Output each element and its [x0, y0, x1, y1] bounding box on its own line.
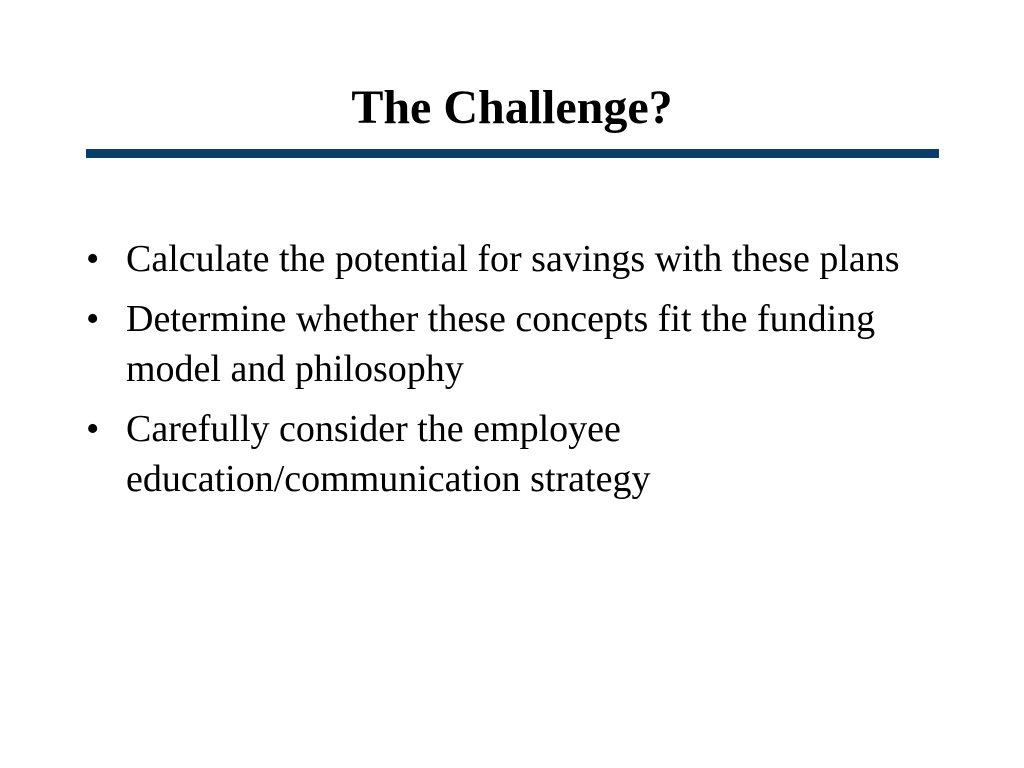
bullet-dot-icon: • — [86, 408, 100, 450]
bullet-text: Calculate the potential for savings with these plans — [126, 238, 900, 280]
bullet-item — [86, 234, 906, 284]
title-underline — [86, 149, 939, 158]
bullet-dot-icon: • — [86, 298, 100, 340]
bullet-list — [86, 234, 906, 514]
bullet-text: Determine whether these concepts fit the funding model and philosophy — [126, 298, 876, 390]
bullet-dot-icon: • — [86, 238, 100, 280]
bullet-text: Carefully consider the employee education/communication strategy — [126, 408, 651, 500]
bullet-item — [86, 404, 906, 504]
bullet-item — [86, 294, 906, 394]
slide-title: The Challenge? — [351, 81, 673, 134]
